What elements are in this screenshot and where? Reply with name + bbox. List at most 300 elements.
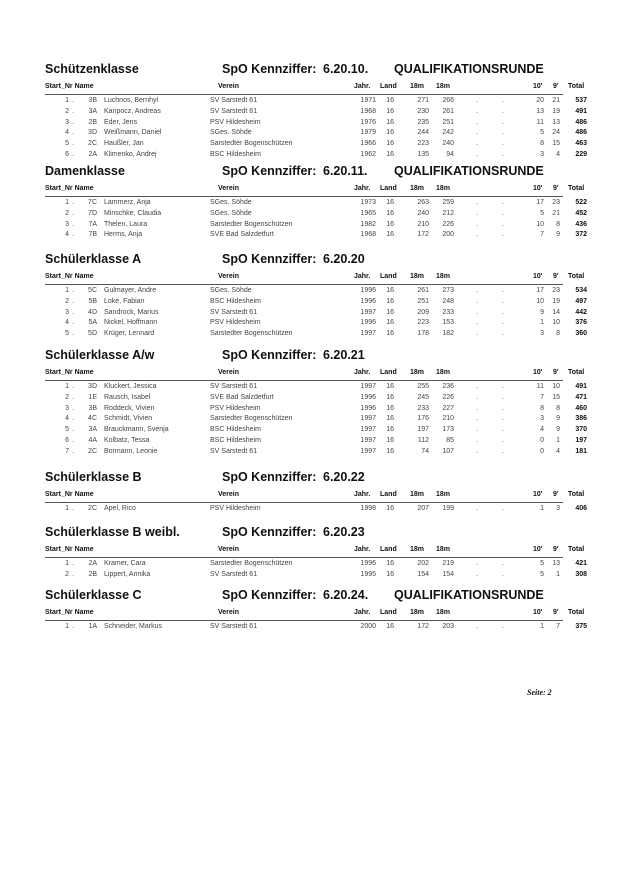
column-header-row — [0, 369, 620, 379]
cell-d1: . — [476, 426, 478, 434]
cell-nr: 2 — [65, 209, 69, 217]
cell-total: 537 — [575, 97, 587, 104]
column-header-row — [0, 609, 620, 619]
cell-jahr: 1979 — [360, 129, 376, 137]
header-jahr: Jahr. — [354, 546, 371, 553]
cell-name: Apel, Rico — [104, 505, 136, 512]
table-row — [0, 221, 620, 231]
header-18m-second: 18m — [436, 609, 451, 616]
cell-dot: . — [72, 151, 74, 158]
cell-s1: 245 — [417, 393, 429, 401]
cell-nr: 3 — [65, 118, 69, 126]
cell-s1: 176 — [417, 415, 429, 423]
header-jahr: Jahr. — [354, 491, 371, 498]
cell-name: Klimenko, Andrej — [104, 151, 157, 158]
cell-verein: PSV Hildesheim — [210, 505, 261, 512]
header-18m-first: 18m — [410, 546, 425, 553]
cell-land: 16 — [386, 97, 394, 104]
cell-total: 370 — [575, 426, 587, 434]
header-18m-first: 18m — [410, 83, 425, 90]
table-row — [0, 298, 620, 308]
cell-total: 442 — [575, 308, 587, 316]
cell-s2: 107 — [442, 447, 454, 455]
cell-d2: . — [502, 107, 504, 115]
cell-jahr: 2000 — [360, 623, 376, 630]
cell-s1: 154 — [417, 570, 429, 578]
cell-nine: 14 — [552, 308, 560, 316]
cell-ten: 7 — [540, 231, 544, 239]
cell-ten: 11 — [536, 383, 544, 390]
table-row — [0, 319, 620, 329]
cell-verein: SGes. Söhde — [210, 209, 252, 217]
header-nines: 9' — [553, 609, 559, 616]
cell-d2: . — [502, 308, 504, 316]
cell-verein: BSC Hildesheim — [210, 437, 261, 444]
cell-nr: 2 — [65, 570, 69, 578]
cell-s2: 212 — [442, 209, 454, 217]
cell-nine: 1 — [556, 437, 560, 444]
cell-verein: SVE Bad Salzdetfurt — [210, 231, 274, 239]
column-header-row — [0, 273, 620, 283]
cell-total: 375 — [575, 623, 587, 630]
cell-grp: 3D — [88, 129, 97, 137]
cell-dot: . — [72, 447, 74, 455]
cell-ten: 5 — [540, 129, 544, 137]
cell-jahr: 1997 — [360, 383, 376, 390]
cell-land: 16 — [386, 383, 394, 390]
cell-d1: . — [476, 220, 478, 228]
cell-land: 16 — [386, 623, 394, 630]
cell-total: 522 — [575, 199, 587, 206]
cell-d1: . — [476, 560, 478, 567]
cell-land: 16 — [386, 319, 394, 327]
cell-grp: 4C — [88, 415, 97, 423]
header-divider — [45, 284, 563, 285]
cell-name: Schmidt, Vivien — [104, 415, 153, 423]
cell-dot: . — [72, 129, 74, 137]
header-verein: Verein — [218, 609, 240, 616]
cell-nr: 1 — [65, 560, 69, 567]
cell-land: 16 — [386, 199, 394, 206]
cell-d2: . — [502, 393, 504, 401]
table-row — [0, 415, 620, 425]
cell-ten: 0 — [540, 447, 544, 455]
table-row — [0, 560, 620, 570]
section-heading — [0, 62, 620, 78]
table-row — [0, 140, 620, 150]
cell-jahr: 1968 — [360, 231, 376, 239]
header-divider — [45, 620, 563, 621]
header-divider — [45, 502, 563, 503]
table-row — [0, 129, 620, 139]
cell-nine: 15 — [552, 393, 560, 401]
cell-d2: . — [502, 437, 504, 444]
cell-d1: . — [476, 393, 478, 401]
cell-s2: 153 — [442, 319, 454, 327]
header-total: Total — [568, 185, 585, 192]
header-verein: Verein — [218, 185, 240, 192]
cell-jahr: 1997 — [360, 437, 376, 444]
cell-d2: . — [502, 330, 504, 338]
cell-s2: 242 — [442, 129, 454, 137]
cell-jahr: 1962 — [360, 151, 376, 158]
header-total: Total — [568, 546, 585, 553]
header-verein: Verein — [218, 83, 240, 90]
cell-nr: 1 — [65, 199, 69, 206]
cell-land: 16 — [386, 107, 394, 115]
header-verein: Verein — [218, 273, 240, 280]
cell-verein: PSV Hildesheim — [210, 118, 261, 126]
cell-jahr: 1997 — [360, 447, 376, 455]
cell-verein: SV Sarstedt 61 — [210, 308, 258, 316]
section-title: Schülerklasse A — [45, 252, 142, 266]
cell-total: 452 — [575, 209, 587, 217]
cell-land: 16 — [386, 426, 394, 434]
spo-label: SpO Kennziffer: — [222, 348, 317, 362]
cell-verein: SV Sarstedt 61 — [210, 107, 258, 115]
cell-ten: 17 — [536, 287, 544, 294]
cell-nine: 13 — [552, 560, 560, 567]
cell-s1: 263 — [417, 199, 429, 206]
table-row — [0, 309, 620, 319]
spo-label: SpO Kennziffer: — [222, 470, 317, 484]
cell-nine: 21 — [552, 97, 560, 104]
cell-d1: . — [476, 415, 478, 423]
cell-d2: . — [502, 426, 504, 434]
cell-d2: . — [502, 287, 504, 294]
cell-ten: 1 — [540, 505, 544, 512]
cell-name: Thelen, Laura — [104, 220, 148, 228]
spo-code: 6.20.23 — [323, 525, 365, 539]
cell-nine: 8 — [556, 220, 560, 228]
header-start-nr-name: Start_Nr Name — [45, 185, 94, 192]
cell-verein: Sarstedter Bogenschützen — [210, 140, 293, 148]
cell-d2: . — [502, 297, 504, 305]
header-nines: 9' — [553, 369, 559, 376]
cell-verein: BSC Hildesheim — [210, 426, 261, 434]
cell-dot: . — [72, 140, 74, 148]
cell-nine: 4 — [556, 447, 560, 455]
header-start-nr-name: Start_Nr Name — [45, 491, 94, 498]
cell-grp: 2C — [88, 505, 97, 512]
cell-d1: . — [476, 97, 478, 104]
cell-grp: 5D — [88, 330, 97, 338]
cell-land: 16 — [386, 287, 394, 294]
cell-jahr: 1996 — [360, 404, 376, 412]
table-row — [0, 97, 620, 107]
cell-nine: 15 — [552, 140, 560, 148]
cell-s2: 226 — [442, 220, 454, 228]
cell-s2: 173 — [442, 426, 454, 434]
cell-grp: 1A — [88, 623, 97, 630]
cell-jahr: 1996 — [360, 560, 376, 567]
cell-grp: 2C — [88, 140, 97, 148]
cell-s2: 226 — [442, 393, 454, 401]
cell-grp: 7C — [88, 199, 97, 206]
cell-nr: 2 — [65, 107, 69, 115]
cell-verein: SGes. Söhde — [210, 287, 252, 294]
cell-name: Gulmayer, Andre — [104, 287, 157, 294]
cell-total: 436 — [575, 220, 587, 228]
cell-verein: PSV Hildesheim — [210, 319, 261, 327]
cell-total: 534 — [575, 287, 587, 294]
cell-nine: 8 — [556, 404, 560, 412]
cell-ten: 3 — [540, 330, 544, 338]
header-jahr: Jahr. — [354, 273, 371, 280]
cell-grp: 3B — [88, 404, 97, 412]
spo-code: 6.20.20 — [323, 252, 365, 266]
table-row — [0, 623, 620, 633]
cell-total: 372 — [575, 231, 587, 239]
cell-d2: . — [502, 118, 504, 126]
header-jahr: Jahr. — [354, 83, 371, 90]
cell-s1: 233 — [417, 404, 429, 412]
cell-dot: . — [72, 383, 74, 390]
cell-nr: 6 — [65, 437, 69, 444]
cell-s1: 235 — [417, 118, 429, 126]
section-title: Schülerklasse B weibl. — [45, 525, 180, 539]
cell-s1: 230 — [417, 107, 429, 115]
cell-total: 197 — [575, 437, 587, 444]
cell-d1: . — [476, 447, 478, 455]
cell-name: Nickel, Hoffmann — [104, 319, 158, 327]
header-land: Land — [380, 369, 397, 376]
header-divider — [45, 380, 563, 381]
cell-s2: 236 — [442, 383, 454, 390]
cell-ten: 9 — [540, 308, 544, 316]
header-jahr: Jahr. — [354, 369, 371, 376]
cell-land: 16 — [386, 297, 394, 305]
cell-s2: 219 — [442, 560, 454, 567]
cell-nine: 21 — [552, 209, 560, 217]
cell-dot: . — [72, 107, 74, 115]
cell-total: 360 — [575, 330, 587, 338]
cell-jahr: 1996 — [360, 287, 376, 294]
header-18m-second: 18m — [436, 185, 451, 192]
cell-land: 16 — [386, 231, 394, 239]
cell-s2: 259 — [442, 199, 454, 206]
cell-grp: 5C — [88, 287, 97, 294]
section-title: Damenklasse — [45, 164, 125, 178]
cell-nr: 5 — [65, 426, 69, 434]
cell-dot: . — [72, 623, 74, 630]
cell-name: Roddeck, Vivien — [104, 404, 155, 412]
cell-d2: . — [502, 570, 504, 578]
spo-label: SpO Kennziffer: — [222, 164, 317, 178]
cell-ten: 10 — [536, 220, 544, 228]
cell-total: 460 — [575, 404, 587, 412]
cell-dot: . — [72, 560, 74, 567]
cell-d2: . — [502, 447, 504, 455]
cell-total: 308 — [575, 570, 587, 578]
cell-grp: 3A — [88, 426, 97, 434]
header-tens: 10' — [533, 273, 543, 280]
cell-land: 16 — [386, 140, 394, 148]
cell-verein: Sarstedter Bogenschützen — [210, 220, 293, 228]
cell-name: Rausch, Isabel — [104, 393, 151, 401]
cell-land: 16 — [386, 404, 394, 412]
cell-jahr: 1976 — [360, 118, 376, 126]
cell-land: 16 — [386, 560, 394, 567]
header-tens: 10' — [533, 609, 543, 616]
cell-nr: 4 — [65, 415, 69, 423]
cell-dot: . — [72, 308, 74, 316]
cell-nine: 13 — [552, 118, 560, 126]
section-title: Schülerklasse B — [45, 470, 142, 484]
cell-jahr: 1982 — [360, 220, 376, 228]
table-row — [0, 287, 620, 297]
cell-s1: 202 — [417, 560, 429, 567]
cell-nine: 7 — [556, 623, 560, 630]
header-tens: 10' — [533, 369, 543, 376]
spo-label: SpO Kennziffer: — [222, 62, 317, 76]
header-18m-first: 18m — [410, 273, 425, 280]
table-row — [0, 448, 620, 458]
cell-d2: . — [502, 97, 504, 104]
cell-name: Bormann, Leonie — [104, 447, 158, 455]
header-verein: Verein — [218, 491, 240, 498]
cell-dot: . — [72, 231, 74, 239]
cell-nr: 4 — [65, 231, 69, 239]
cell-land: 16 — [386, 447, 394, 455]
cell-name: Luchnos, Bernhyl — [104, 97, 159, 104]
table-row — [0, 571, 620, 581]
header-start-nr-name: Start_Nr Name — [45, 369, 94, 376]
cell-land: 16 — [386, 129, 394, 137]
cell-dot: . — [72, 118, 74, 126]
header-tens: 10' — [533, 83, 543, 90]
cell-nr: 1 — [65, 97, 69, 104]
cell-jahr: 1997 — [360, 308, 376, 316]
table-row — [0, 437, 620, 447]
cell-nr: 2 — [65, 393, 69, 401]
column-header-row — [0, 185, 620, 195]
cell-d1: . — [476, 383, 478, 390]
cell-nine: 9 — [556, 426, 560, 434]
cell-dot: . — [72, 220, 74, 228]
cell-d1: . — [476, 107, 478, 115]
cell-dot: . — [72, 415, 74, 423]
cell-name: Lammerz, Anja — [104, 199, 151, 206]
section-heading — [0, 588, 620, 604]
cell-nine: 8 — [556, 330, 560, 338]
cell-d1: . — [476, 319, 478, 327]
cell-nine: 23 — [552, 199, 560, 206]
cell-d2: . — [502, 404, 504, 412]
cell-land: 16 — [386, 415, 394, 423]
cell-nine: 1 — [556, 570, 560, 578]
cell-nr: 1 — [65, 623, 69, 630]
cell-s1: 209 — [417, 308, 429, 316]
cell-nine: 19 — [552, 107, 560, 115]
cell-nr: 2 — [65, 297, 69, 305]
cell-name: Herms, Anja — [104, 231, 143, 239]
cell-d2: . — [502, 319, 504, 327]
header-total: Total — [568, 273, 585, 280]
header-land: Land — [380, 185, 397, 192]
cell-total: 491 — [575, 107, 587, 115]
cell-nr: 4 — [65, 319, 69, 327]
cell-d2: . — [502, 415, 504, 423]
cell-jahr: 1997 — [360, 426, 376, 434]
header-total: Total — [568, 491, 585, 498]
cell-d2: . — [502, 151, 504, 158]
cell-jahr: 1996 — [360, 297, 376, 305]
cell-total: 386 — [575, 415, 587, 423]
cell-d2: . — [502, 623, 504, 630]
cell-ten: 20 — [536, 97, 544, 104]
cell-ten: 4 — [540, 426, 544, 434]
cell-verein: SGes. Söhde — [210, 199, 252, 206]
cell-d1: . — [476, 404, 478, 412]
header-verein: Verein — [218, 546, 240, 553]
header-total: Total — [568, 369, 585, 376]
spo-label: SpO Kennziffer: — [222, 252, 317, 266]
cell-s1: 223 — [417, 140, 429, 148]
cell-grp: 4D — [88, 308, 97, 316]
cell-ten: 13 — [536, 107, 544, 115]
cell-total: 486 — [575, 118, 587, 126]
header-nines: 9' — [553, 491, 559, 498]
cell-s1: 244 — [417, 129, 429, 137]
column-header-row — [0, 491, 620, 501]
cell-d1: . — [476, 231, 478, 239]
cell-s2: 182 — [442, 330, 454, 338]
header-land: Land — [380, 546, 397, 553]
cell-name: Schneider, Markus — [104, 623, 162, 630]
header-18m-first: 18m — [410, 369, 425, 376]
cell-name: Kluckert, Jessica — [104, 383, 157, 390]
cell-d1: . — [476, 330, 478, 338]
cell-s1: 135 — [417, 151, 429, 158]
cell-ten: 3 — [540, 415, 544, 423]
cell-nr: 3 — [65, 404, 69, 412]
cell-nr: 3 — [65, 308, 69, 316]
cell-grp: 1E — [88, 393, 97, 401]
cell-s2: 200 — [442, 231, 454, 239]
cell-total: 497 — [575, 297, 587, 305]
cell-d1: . — [476, 287, 478, 294]
cell-jahr: 1965 — [360, 209, 376, 217]
cell-d2: . — [502, 140, 504, 148]
cell-grp: 2A — [88, 151, 97, 158]
cell-dot: . — [72, 297, 74, 305]
cell-grp: 5B — [88, 297, 97, 305]
cell-s1: 74 — [421, 447, 429, 455]
column-header-row — [0, 546, 620, 556]
cell-name: Haußler, Jan — [104, 140, 144, 148]
cell-s1: 261 — [417, 287, 429, 294]
table-row — [0, 119, 620, 129]
cell-d1: . — [476, 623, 478, 630]
cell-nr: 1 — [65, 505, 69, 512]
cell-ten: 7 — [540, 393, 544, 401]
header-start-nr-name: Start_Nr Name — [45, 273, 94, 280]
cell-verein: SVE Bad Salzdetfurt — [210, 393, 274, 401]
cell-s1: 240 — [417, 209, 429, 217]
cell-ten: 5 — [540, 560, 544, 567]
cell-s2: 266 — [442, 97, 454, 104]
cell-total: 463 — [575, 140, 587, 148]
cell-total: 229 — [575, 151, 587, 158]
cell-total: 491 — [575, 383, 587, 390]
header-18m-first: 18m — [410, 491, 425, 498]
cell-ten: 1 — [540, 319, 544, 327]
cell-nr: 7 — [65, 447, 69, 455]
table-row — [0, 505, 620, 515]
cell-s1: 112 — [417, 437, 429, 444]
cell-ten: 3 — [540, 151, 544, 158]
